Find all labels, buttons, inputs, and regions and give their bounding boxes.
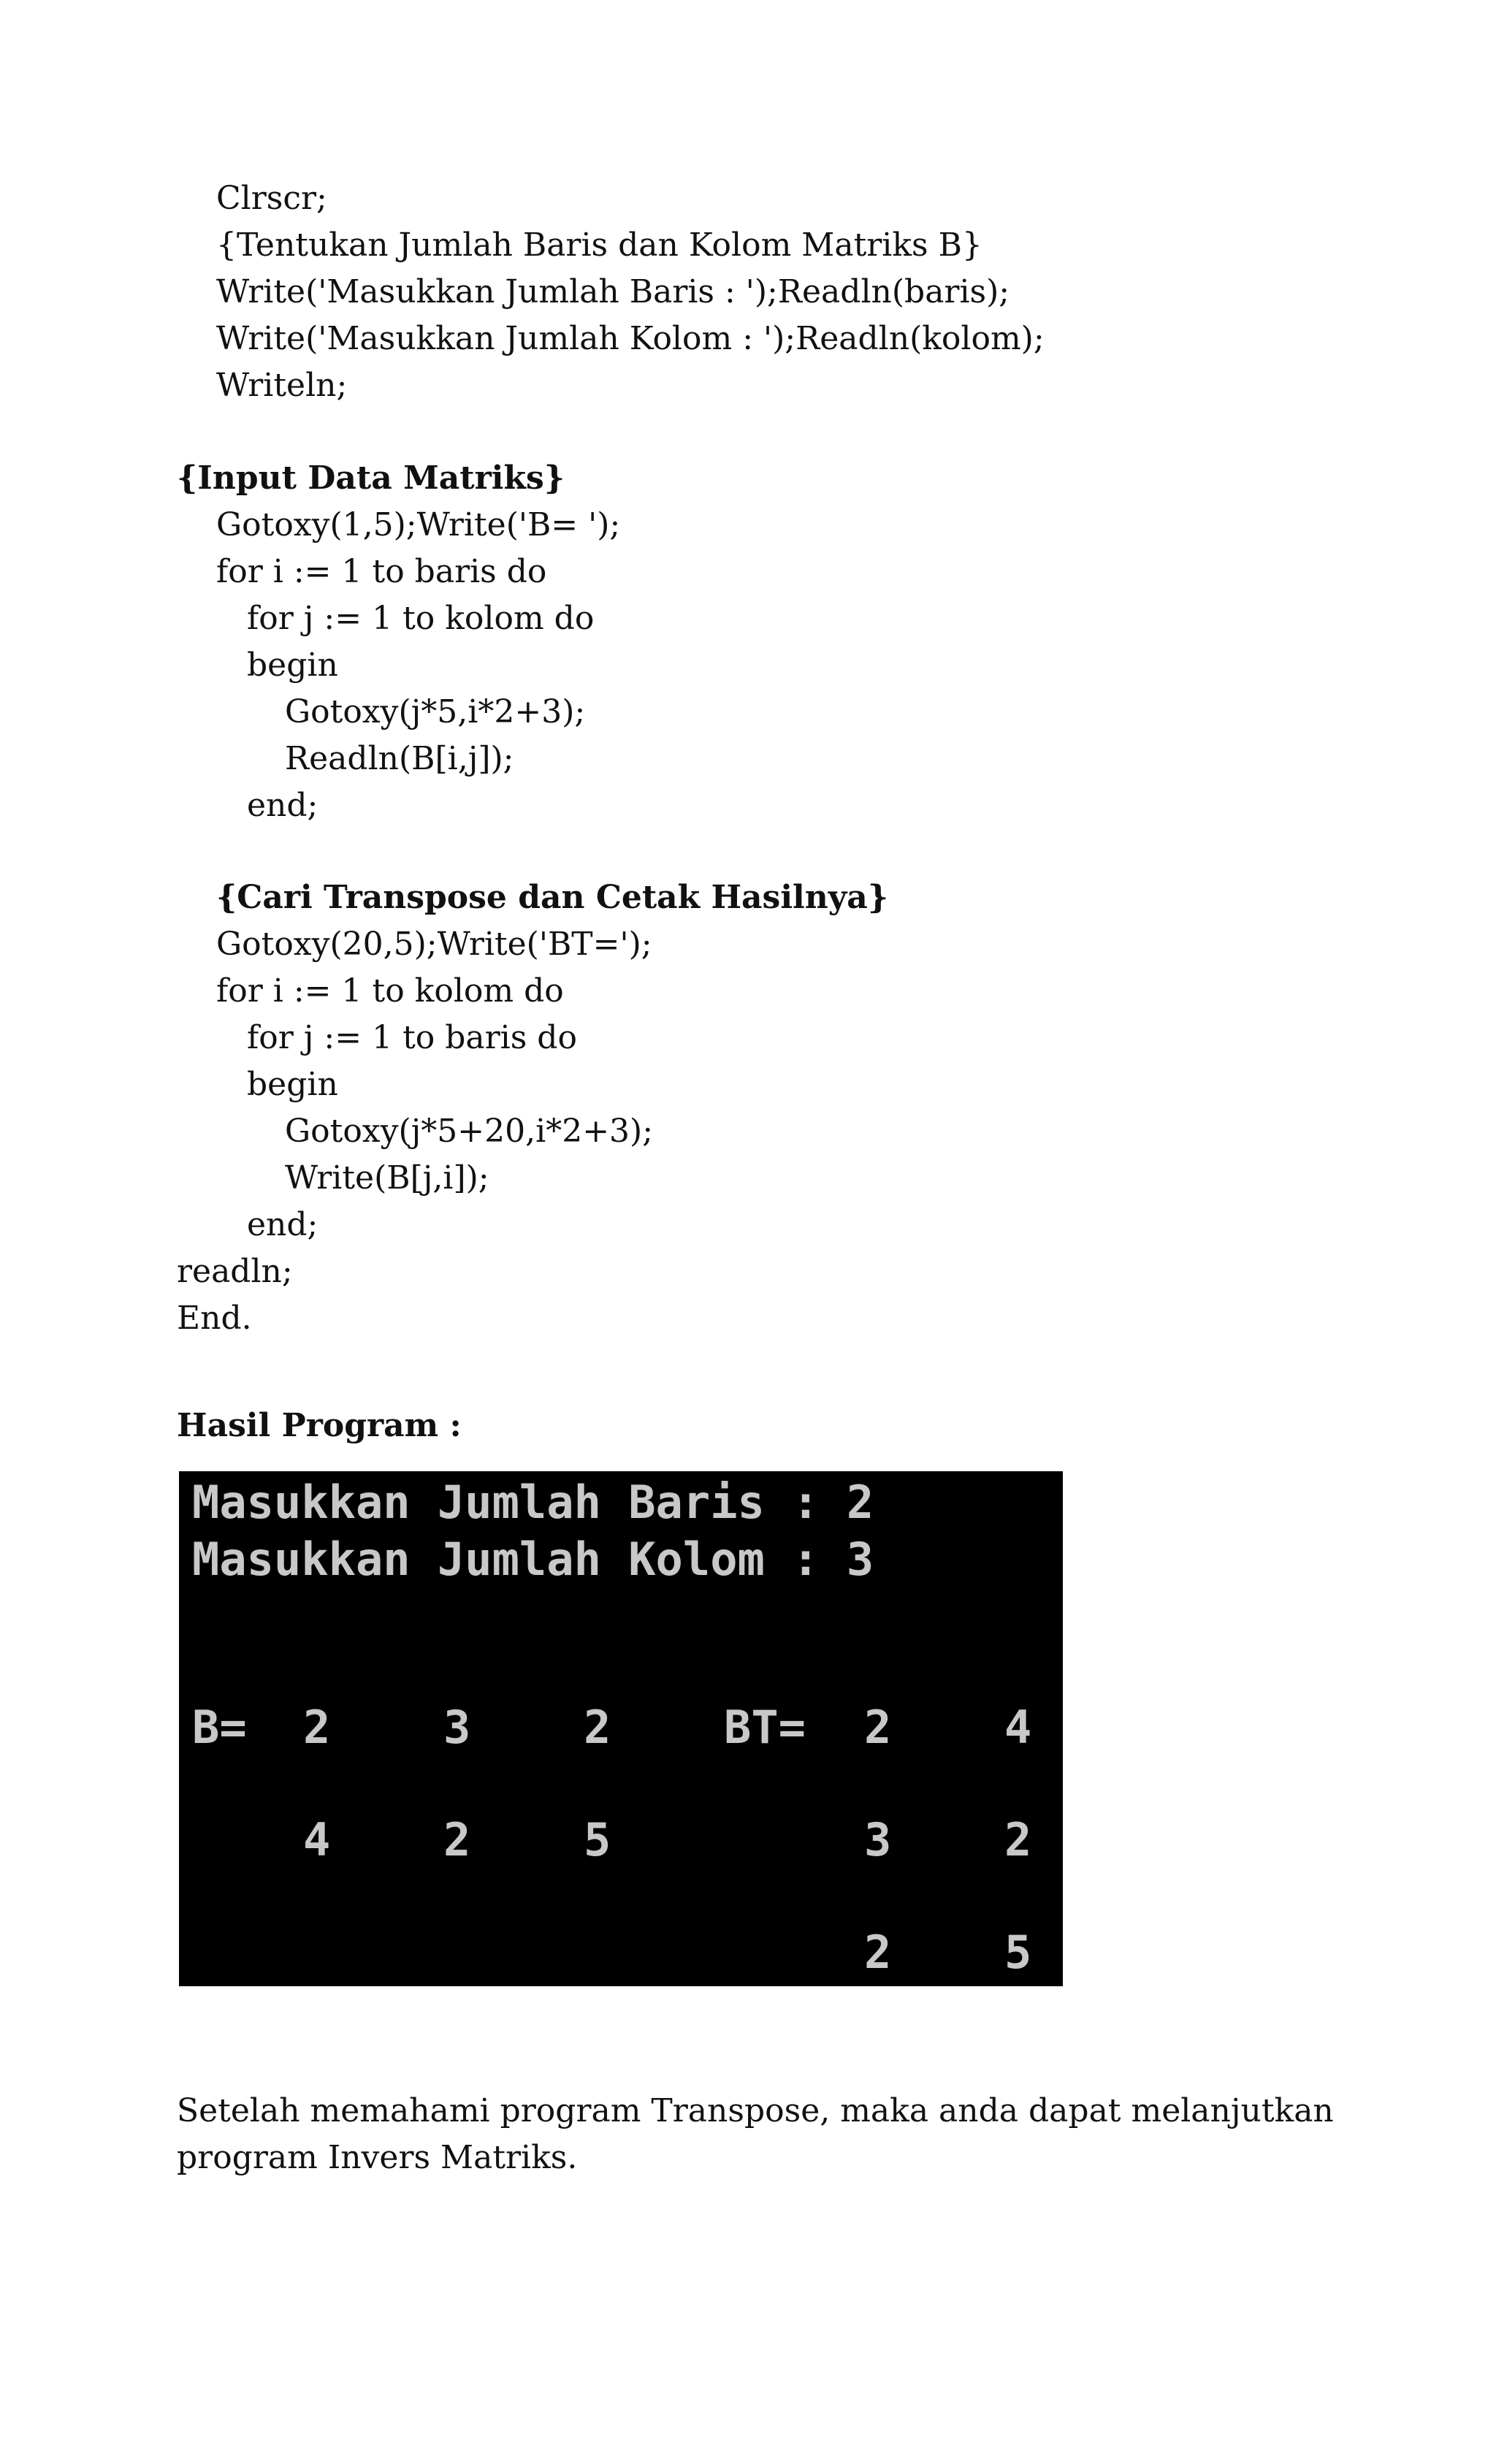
console-matrix-bt-cell: 5 [1004,1926,1032,1979]
result-heading: Hasil Program : [177,1407,462,1444]
section-heading-transpose: {Cari Transpose dan Cetak Hasilnya} [216,879,889,916]
code-line: end; [247,1206,318,1243]
console-matrix-bt-cell: 4 [1004,1701,1032,1754]
code-line: readln; [177,1253,293,1290]
code-line: Gotoxy(1,5);Write('B= '); [216,506,621,543]
code-line: for j := 1 to baris do [247,1019,577,1056]
console-matrix-bt-cell: 2 [864,1926,892,1979]
code-line: Gotoxy(j*5+20,i*2+3); [285,1113,654,1150]
code-line: Writeln; [216,367,348,404]
console-label-bt: BT= [724,1701,806,1754]
console-matrix-b-cell: 3 [443,1701,471,1754]
code-line: Clrscr; [216,180,327,217]
code-line: Gotoxy(j*5,i*2+3); [285,693,586,731]
console-label-b: B= [192,1701,247,1754]
console-matrix-b-cell: 4 [303,1813,331,1866]
code-line: for i := 1 to kolom do [216,972,564,1010]
console-matrix-bt-cell: 3 [864,1813,892,1866]
console-matrix-b-cell: 2 [443,1813,471,1866]
code-line: begin [247,646,338,684]
code-line: Write(B[j,i]); [285,1159,489,1197]
console-output [179,1471,1063,1986]
console-matrix-bt-cell: 2 [1004,1813,1032,1866]
closing-paragraph-line: Setelah memahami program Transpose, maka anda dapat melanjutkan [177,2092,1334,2129]
code-line: begin [247,1066,338,1103]
code-line: {Tentukan Jumlah Baris dan Kolom Matriks B} [216,226,982,264]
code-line: Readln(B[i,j]); [285,740,514,777]
code-line: end; [247,787,318,824]
console-matrix-b-cell: 2 [303,1701,331,1754]
code-line: Write('Masukkan Jumlah Baris : ');Readln(baris); [216,273,1010,310]
closing-paragraph-line: program Invers Matriks. [177,2139,578,2176]
code-line: for i := 1 to baris do [216,553,547,590]
code-line: End. [177,1300,252,1337]
console-matrix-bt-cell: 2 [864,1701,892,1754]
console-matrix-b-cell: 2 [584,1701,611,1754]
section-heading-input: {Input Data Matriks} [177,459,565,497]
console-line-cols: Masukkan Jumlah Kolom : 3 [192,1533,874,1586]
code-line: Gotoxy(20,5);Write('BT='); [216,926,652,963]
console-matrix-b-cell: 5 [584,1813,611,1866]
code-line: for j := 1 to kolom do [247,600,595,637]
code-line: Write('Masukkan Jumlah Kolom : ');Readln(kolom); [216,320,1045,357]
console-line-rows: Masukkan Jumlah Baris : 2 [192,1476,874,1529]
